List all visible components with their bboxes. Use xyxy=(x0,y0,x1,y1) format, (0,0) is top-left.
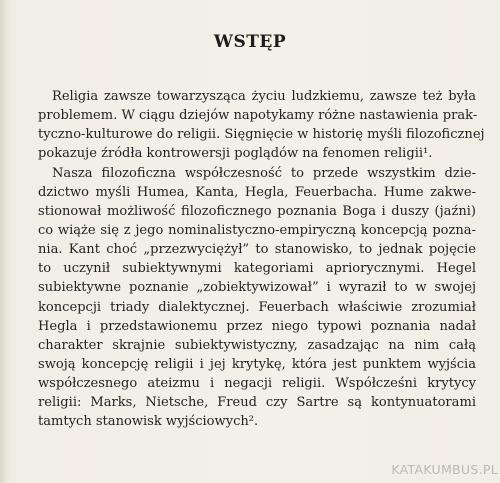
text-line: swoją koncepcję religii i jej krytykę, która jest punktem wyjścia xyxy=(38,356,476,372)
watermark: KATAKUMBUS.PL xyxy=(391,462,498,477)
text-line: tamtych stanowisk wyjściowych². xyxy=(38,414,259,430)
text-line: to uczynił subiektywnymi kategoriami apriorycznymi. Hegel xyxy=(38,261,476,277)
body-text xyxy=(38,87,485,432)
text-line: tyczno-kulturowe do religii. Sięgnięcie w historię myśli filozoficznej xyxy=(38,127,485,143)
text-line: religii: Marks, Nietsche, Freud czy Sartre są kontynuatorami xyxy=(38,395,476,411)
paragraph-2 xyxy=(38,164,476,432)
text-line: subiektywne poznanie „zobiektywizował” i wyraził to w swojej xyxy=(38,280,476,296)
text-line: koncepcji triady dialektycznej. Feuerbach właściwie zrozumiał xyxy=(38,299,476,315)
text-line: nia. Kant choć „przezwyciężył” to stanowisko, to jednak pojęcie xyxy=(38,242,476,258)
text-line: Religia zawsze towarzysząca życiu ludzkiemu, zawsze też była xyxy=(52,89,476,104)
chapter-heading: WSTĘP xyxy=(213,32,287,52)
text-line: charakter skrajnie subiektywistyczny, zasadzając na nim całą xyxy=(38,337,476,353)
text-line: stionował możliwość filozoficznego poznania Boga i duszy (jaźni) xyxy=(38,203,476,219)
text-line: co wiąże się z jego nominalistyczno-empiryczną koncepcją pozna- xyxy=(38,222,476,238)
text-line: współczesnego ateizmu i negacji religii. Współcześni krytycy xyxy=(38,376,476,392)
text-line: pokazuje źródła kontrowersji poglądów na fenomen religii¹. xyxy=(38,146,433,162)
text-line: dzictwo myśli Humea, Kanta, Hegla, Feuerbacha. Hume zakwe- xyxy=(38,184,476,200)
text-line: Hegla i przedstawionemu przez niego typowi poznania nadał xyxy=(38,318,476,334)
text-line: problemem. W ciągu dziejów napotykamy różne nastawienia prak- xyxy=(38,108,478,124)
text-line: Nasza filozoficzna współczesność to przede wszystkim dzie- xyxy=(52,165,476,181)
paragraph-1 xyxy=(38,87,485,164)
